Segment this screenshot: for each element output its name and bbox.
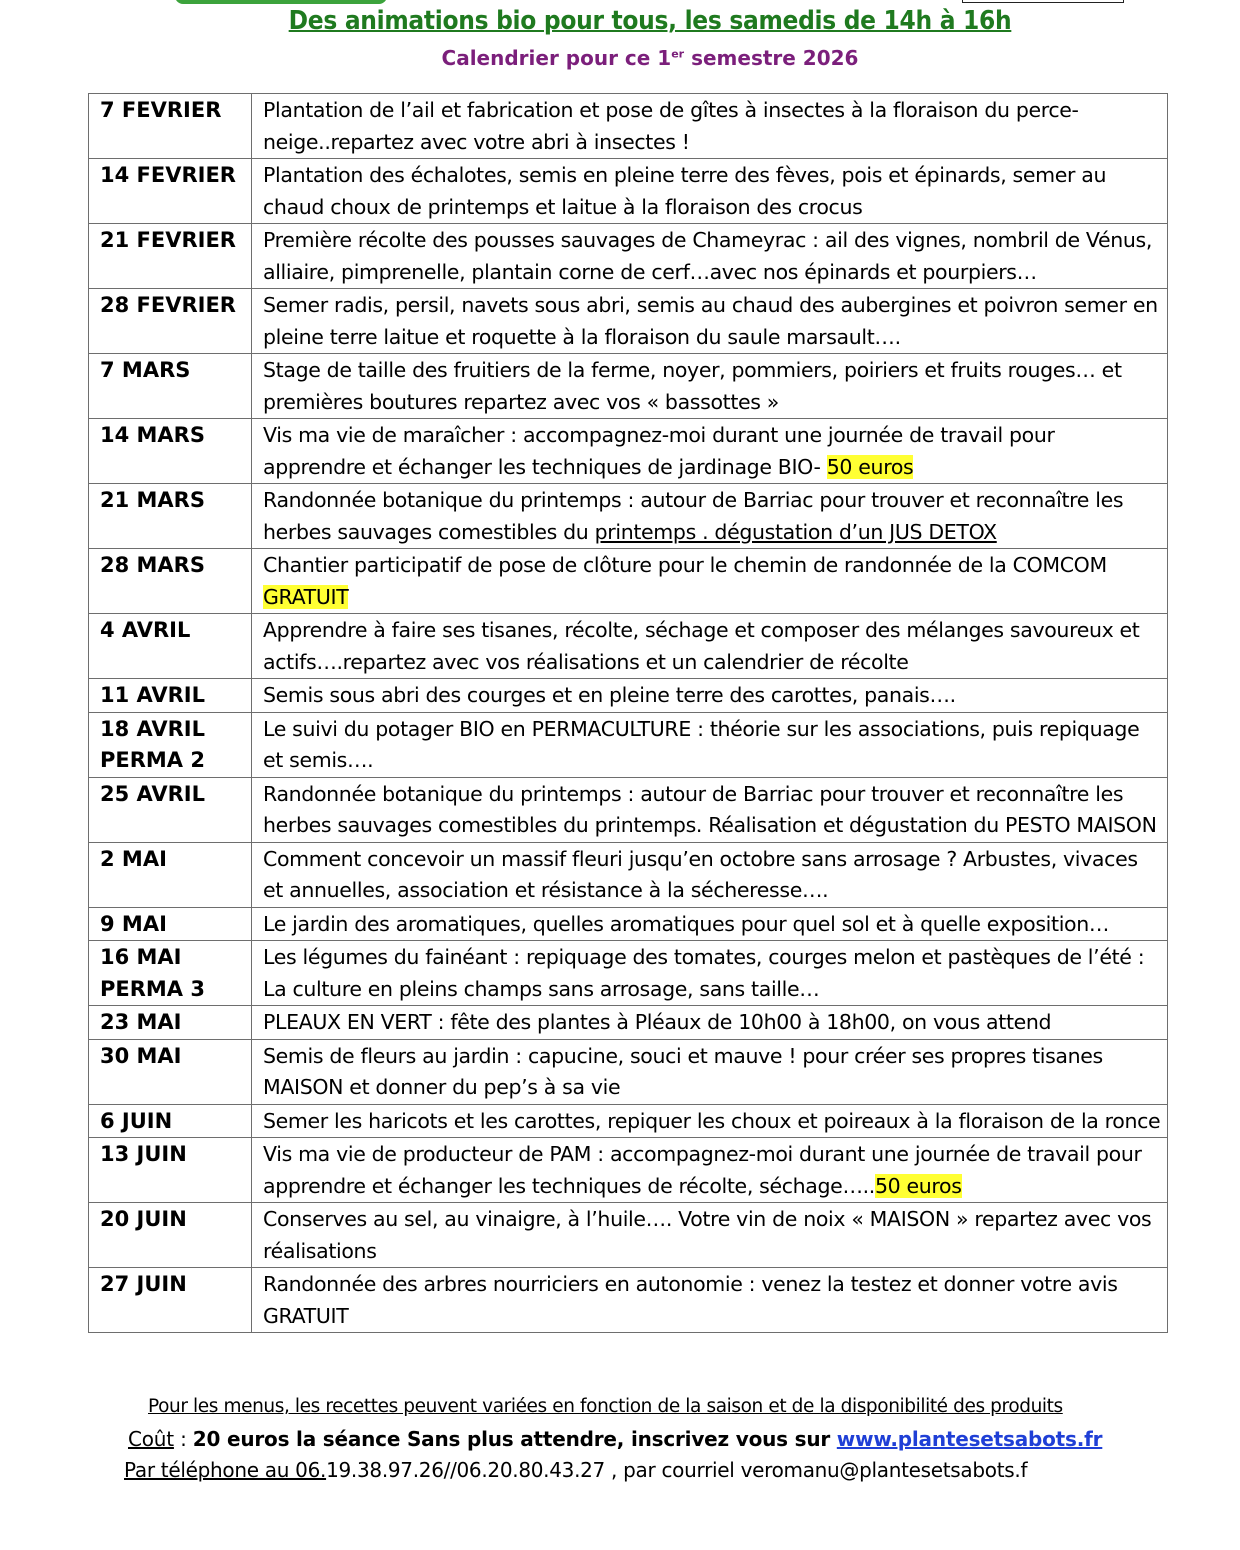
description-text: Semis sous abri des courges et en pleine terre des carottes, panais…. [263, 683, 956, 707]
highlighted-price: GRATUIT [263, 584, 349, 609]
event-description [252, 679, 1168, 713]
event-date: 30 MAI [89, 1039, 252, 1104]
calendar-table [88, 93, 1168, 1333]
description-text: Stage de taille des fruitiers de la ferme, noyer, pommiers, poiriers et fruits rouges… et premières boutures repartez avec vos « bassottes » [263, 358, 1122, 414]
footer-cost [128, 1427, 1102, 1451]
event-date: 4 AVRIL [89, 614, 252, 679]
event-date: 14 MARS [89, 419, 252, 484]
event-description [252, 549, 1168, 614]
event-description [252, 1006, 1168, 1040]
page-subtitle [0, 46, 1240, 70]
table-row [89, 159, 1168, 224]
event-date: 7 FEVRIER [89, 94, 252, 159]
event-description [252, 289, 1168, 354]
highlighted-price: 50 euros [826, 454, 914, 479]
cost-label: Coût [128, 1427, 174, 1451]
description-text: Apprendre à faire ses tisanes, récolte, séchage et composer des mélanges savoureux et actifs….repartez avec vos réalisations et un calendrier de récolte [263, 618, 1140, 674]
description-text: PLEAUX EN VERT : fête des plantes à Pléaux de 10h00 à 18h00, on vous attend [263, 1010, 1052, 1034]
table-row [89, 712, 1168, 777]
description-text: Semis de fleurs au jardin : capucine, souci et mauve ! pour créer ses propres tisanes MAISON et donner du pep’s à sa vie [263, 1043, 1103, 1099]
table-row [89, 289, 1168, 354]
event-date: 21 FEVRIER [89, 224, 252, 289]
table-row [89, 1138, 1168, 1203]
description-text: Le jardin des aromatiques, quelles aromatiques pour quel sol et à quelle exposition… [263, 911, 1110, 936]
event-description [252, 1039, 1168, 1104]
description-text: Randonnée botanique du printemps : autour de Barriac pour trouver et reconnaître les herbes sauvages comestibles du [263, 488, 1124, 544]
event-description [252, 614, 1168, 679]
table-row [89, 614, 1168, 679]
event-description [252, 484, 1168, 549]
subtitle-prefix: Calendrier pour ce 1 [441, 46, 672, 70]
event-date: 25 AVRIL [89, 777, 252, 842]
event-description [252, 94, 1168, 159]
subtitle-superscript: er [671, 47, 685, 61]
table-row [89, 1203, 1168, 1268]
footer-contact [124, 1458, 1027, 1482]
page-title-text: Des animations bio pour tous, les samedis de 14h à 16h [288, 6, 1012, 36]
description-text: Semer radis, persil, navets sous abri, semis au chaud des aubergines et poivron semer en pleine terre laitue et roquette à la floraison du saule marsault…. [263, 293, 1158, 349]
event-date: 20 JUIN [89, 1203, 252, 1268]
table-row [89, 354, 1168, 419]
event-description [252, 419, 1168, 484]
table-row [89, 842, 1168, 907]
event-date: 27 JUIN [89, 1268, 252, 1333]
table-row [89, 419, 1168, 484]
event-date: 28 FEVRIER [89, 289, 252, 354]
website-link[interactable]: www.plantesetsabots.fr [836, 1427, 1103, 1451]
description-text: Randonnée des arbres nourriciers en autonomie : venez la testez et donner votre avis GRATUIT [263, 1272, 1118, 1328]
event-date: 6 JUIN [89, 1104, 252, 1138]
table-row [89, 679, 1168, 713]
table-row [89, 1104, 1168, 1138]
table-row [89, 907, 1168, 941]
phone-label: Par téléphone au 06. [124, 1458, 327, 1482]
cost-separator: : [173, 1427, 193, 1451]
description-text: Première récolte des pousses sauvages de Chameyrac : ail des vignes, nombril de Vénus, alliaire, pimprenelle, plantain corne de cerf…avec nos épinards et pourpiers… [263, 228, 1153, 284]
top-right-box [962, 0, 1124, 3]
event-description [252, 941, 1168, 1006]
event-date: 7 MARS [89, 354, 252, 419]
table-row [89, 224, 1168, 289]
table-row [89, 1268, 1168, 1333]
event-date: 28 MARS [89, 549, 252, 614]
green-banner-shape [175, 0, 387, 4]
event-date: 18 AVRIL PERMA 2 [89, 712, 252, 777]
page-title [0, 6, 1240, 36]
event-date: 23 MAI [89, 1006, 252, 1040]
description-text: Plantation de l’ail et fabrication et pose de gîtes à insectes à la floraison du perce-neige..repartez avec votre abri à insectes ! [263, 98, 1079, 154]
cost-text: 20 euros la séance Sans plus attendre, inscrivez vous sur [192, 1427, 837, 1451]
event-description [252, 842, 1168, 907]
description-text: Conserves au sel, au vinaigre, à l’huile…. Votre vin de noix « MAISON » repartez avec vos réalisations [263, 1207, 1152, 1263]
description-text: Le suivi du potager BIO en PERMACULTURE : théorie sur les associations, puis repiquage et semis…. [263, 716, 1140, 772]
event-description [252, 1104, 1168, 1138]
table-row [89, 94, 1168, 159]
subtitle-suffix: semestre 2026 [684, 46, 859, 70]
description-text: Chantier participatif de pose de clôture pour le chemin de randonnée de la COMCOM [263, 553, 1107, 577]
event-date: 16 MAI PERMA 3 [89, 941, 252, 1006]
event-date: 13 JUIN [89, 1138, 252, 1203]
description-text: Vis ma vie de producteur de PAM : accompagnez-moi durant une journée de travail pour apprendre et échanger les techniques de récolte, séchage….. [263, 1142, 1142, 1198]
event-description [252, 1138, 1168, 1203]
table-row [89, 1039, 1168, 1104]
table-row [89, 941, 1168, 1006]
event-description [252, 1203, 1168, 1268]
event-description [252, 354, 1168, 419]
phone-and-email: 19.38.97.26//06.20.80.43.27 , par courriel veromanu@plantesetsabots.f [326, 1458, 1028, 1482]
event-date: 21 MARS [89, 484, 252, 549]
description-text: Plantation des échalotes, semis en pleine terre des fèves, pois et épinards, semer au chaud choux de printemps et laitue à la floraison des crocus [263, 163, 1107, 219]
table-row [89, 484, 1168, 549]
description-text: Randonnée botanique du printemps : autour de Barriac pour trouver et reconnaître les herbes sauvages comestibles du printemps. Réalisation et dégustation du PESTO MAISON [263, 781, 1157, 837]
description-text: Comment concevoir un massif fleuri jusqu’en octobre sans arrosage ? Arbustes, vivaces et annuelles, association et résistance à la sécheresse…. [263, 846, 1138, 902]
table-row [89, 1006, 1168, 1040]
description-text: Vis ma vie de maraîcher : accompagnez-moi durant une journée de travail pour apprendre et échanger les techniques de jardinage BIO- [263, 423, 1055, 479]
event-description [252, 224, 1168, 289]
event-description [252, 1268, 1168, 1333]
event-date: 2 MAI [89, 842, 252, 907]
event-date: 14 FEVRIER [89, 159, 252, 224]
footer-note: Pour les menus, les recettes peuvent variées en fonction de la saison et de la disponibilité des produits [148, 1396, 1063, 1417]
highlighted-price: 50 euros [874, 1173, 962, 1198]
event-date: 11 AVRIL [89, 679, 252, 713]
event-description [252, 159, 1168, 224]
underlined-text: printemps . dégustation d’un JUS DETOX [594, 519, 997, 544]
description-text: Semer les haricots et les carottes, repiquer les choux et poireaux à la floraison de la ronce [263, 1108, 1161, 1133]
event-description [252, 907, 1168, 941]
calendar-body [89, 94, 1168, 1333]
event-description [252, 712, 1168, 777]
event-description [252, 777, 1168, 842]
description-text: Les légumes du fainéant : repiquage des tomates, courges melon et pastèques de l’été : La culture en pleins champs sans arrosage, sans taille… [263, 945, 1145, 1001]
table-row [89, 549, 1168, 614]
event-date: 9 MAI [89, 907, 252, 941]
table-row [89, 777, 1168, 842]
